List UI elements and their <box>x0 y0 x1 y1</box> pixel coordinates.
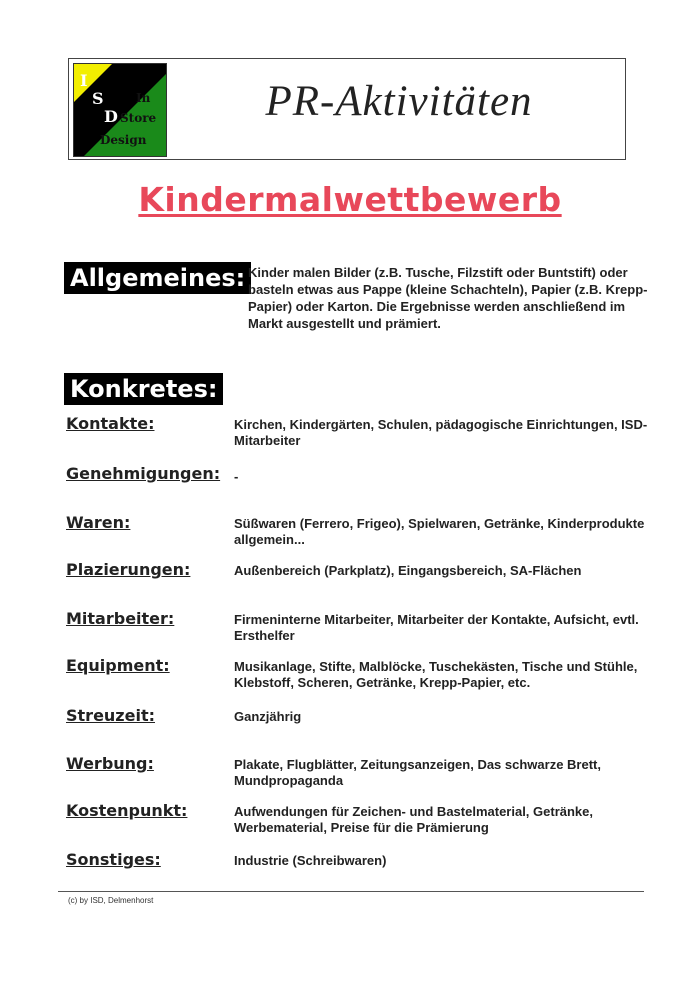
detail-value: Süßwaren (Ferrero, Frigeo), Spielwaren, Getränke, Kinderprodukte allgemein... <box>234 516 645 547</box>
general-description: Kinder malen Bilder (z.B. Tusche, Filzstift oder Buntstift) oder basteln etwas aus Pappe (kleine Schachteln), Papier (z.B. Krepp-Papier) oder Karton. Die Ergebnisse werden anschließend im Markt ausgestellt und prämiert. <box>248 265 648 331</box>
logo-word-store: Store <box>120 111 157 125</box>
detail-value: Aufwendungen für Zeichen- und Bastelmaterial, Getränke, Werbematerial, Preise für die Prämierung <box>234 804 594 835</box>
header-box <box>68 58 626 160</box>
section-heading-specifics: Konkretes: <box>64 373 223 405</box>
logo-letter-i: I <box>80 71 88 90</box>
logo-letter-s: S <box>92 89 104 108</box>
main-title-text: Kindermalwettbewerb <box>138 180 562 219</box>
main-title <box>0 180 700 219</box>
isd-logo-graphic <box>74 64 166 156</box>
detail-label: Waren: <box>66 513 131 532</box>
detail-label: Streuzeit: <box>66 706 155 725</box>
detail-value: Außenbereich (Parkplatz), Eingangsbereich, SA-Flächen <box>234 563 582 578</box>
detail-label: Mitarbeiter: <box>66 609 175 628</box>
detail-value: Plakate, Flugblätter, Zeitungsanzeigen, Das schwarze Brett, Mundpropaganda <box>234 757 601 788</box>
isd-logo <box>73 63 167 157</box>
detail-value: Industrie (Schreibwaren) <box>234 853 387 868</box>
detail-value: Kirchen, Kindergärten, Schulen, pädagogische Einrichtungen, ISD-Mitarbeiter <box>234 417 648 448</box>
detail-label: Kontakte: <box>66 414 155 433</box>
footer-divider <box>58 891 644 892</box>
detail-value: Ganzjährig <box>234 709 302 724</box>
logo-word-in: In <box>136 91 151 105</box>
detail-label: Sonstiges: <box>66 850 161 869</box>
detail-label: Werbung: <box>66 754 154 773</box>
detail-label: Kostenpunkt: <box>66 801 188 820</box>
detail-label: Genehmigungen: <box>66 464 221 483</box>
logo-letter-d: D <box>104 107 118 126</box>
detail-value: - <box>234 469 239 484</box>
detail-label: Plazierungen: <box>66 560 191 579</box>
detail-label: Equipment: <box>66 656 170 675</box>
detail-value: Firmeninterne Mitarbeiter, Mitarbeiter der Kontakte, Aufsicht, evtl. Ersthelfer <box>234 612 639 643</box>
detail-value: Musikanlage, Stifte, Malblöcke, Tuschekästen, Tische und Stühle, Klebstoff, Scheren, Getränke, Krepp-Papier, etc. <box>234 659 638 690</box>
section-heading-general: Allgemeines: <box>64 262 251 294</box>
footer-copyright: (c) by ISD, Delmenhorst <box>68 896 154 905</box>
logo-word-design: Design <box>100 133 147 147</box>
header-title: PR-Aktivitäten <box>265 78 533 125</box>
